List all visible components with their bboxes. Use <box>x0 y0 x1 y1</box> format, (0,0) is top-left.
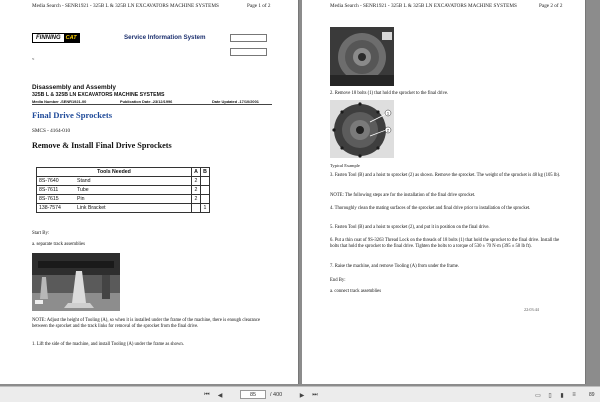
qty-a: 2 <box>192 186 201 195</box>
two-page-icon[interactable]: ▮ <box>560 392 564 399</box>
note-paragraph: NOTE: Adjust the height of Tooling (A), so when it is installed under the frame of the machine, there is enough clearance between the sprocket and the track links for removal of the sprocket from the final drive. <box>32 318 261 330</box>
note-paragraph: NOTE: The following steps are for the installation of the final drive sprocket. <box>330 193 476 198</box>
single-page-icon[interactable]: ▯ <box>548 392 552 399</box>
qty-b <box>201 177 210 186</box>
zoom-readout: 89 <box>589 392 595 398</box>
small-mark: < <box>32 56 35 61</box>
cat-logo-mark: CAT <box>65 35 77 41</box>
callout-2: 2 <box>386 127 390 133</box>
table-header-row <box>37 168 210 177</box>
sprocket-bolts-photo <box>330 27 394 86</box>
tool-cell <box>37 186 192 195</box>
previous-page-icon[interactable]: ◀ <box>217 392 223 399</box>
qty-b <box>201 195 210 204</box>
table-header: A <box>192 168 201 177</box>
document-page-1 <box>0 0 299 384</box>
divider <box>32 104 272 105</box>
logo-text: FINNING <box>36 35 61 41</box>
qty-b: 1 <box>201 204 210 213</box>
table-header: B <box>201 168 210 177</box>
continuous-icon[interactable]: ≡ <box>572 392 576 398</box>
photo-caption: Typical Example <box>330 163 360 168</box>
part-name: Pin <box>77 196 85 202</box>
start-by-label: Start By: <box>32 231 50 236</box>
tools-needed-table <box>36 167 210 213</box>
sis-header-box-2 <box>230 48 267 56</box>
timestamp: 22:03:44 <box>524 307 539 312</box>
next-page-icon[interactable]: ▶ <box>299 392 305 399</box>
qty-a: 2 <box>192 195 201 204</box>
page-number-input[interactable]: 85 <box>240 390 266 399</box>
page-number: Page 1 of 2 <box>247 3 271 9</box>
page-number: Page 2 of 2 <box>539 3 563 9</box>
document-page-2 <box>302 0 586 384</box>
part-name: Link Bracket <box>77 205 106 211</box>
viewer-toolbar <box>0 386 600 402</box>
tool-cell <box>37 195 192 204</box>
date-updated: Date Updated -17/10/2001 <box>212 99 259 104</box>
table-header: Tools Needed <box>37 168 192 177</box>
tool-cell <box>37 177 192 186</box>
qty-a: 2 <box>192 177 201 186</box>
subtitle: 325B L & 325B LN EXCAVATORS MACHINE SYSTEMS <box>32 92 165 98</box>
smcs-code: SMCS - 4164-010 <box>32 128 71 134</box>
table-row <box>37 186 210 195</box>
sprocket-hoist-photo <box>330 100 394 158</box>
step-3: 3. Fasten Tool (B) and a hoist to sprocket (2) as shown. Remove the sprocket. The weight of the sprocket is 48 kg (105 lb). <box>330 173 561 178</box>
end-by-label: End By: <box>330 278 346 283</box>
callout-1: 1 <box>386 110 390 116</box>
last-page-icon[interactable]: ⏭ <box>312 391 318 398</box>
part-name: Tube <box>77 187 89 193</box>
start-by-item: a. separate track assemblies <box>32 242 86 247</box>
doc-title: Final Drive Sprockets <box>32 110 113 120</box>
first-page-icon[interactable]: ⏮ <box>204 391 210 398</box>
media-number: Media Number -SENR1921-00 <box>32 99 87 104</box>
fit-page-icon[interactable]: ▭ <box>535 392 541 399</box>
total-pages: / 400 <box>270 392 283 398</box>
table-row <box>37 195 210 204</box>
part-name: Stand <box>77 178 91 184</box>
tooling-stands-photo <box>32 253 120 311</box>
finning-cat-logo <box>32 33 80 43</box>
step-7: 7. Raise the machine, and remove Tooling (A) from under the frame. <box>330 264 459 269</box>
procedure-title: Remove & Install Final Drive Sprockets <box>32 141 172 150</box>
sis-header-box <box>230 34 267 42</box>
step-6: 6. Put a thin coat of 9S-3263 Thread Lock on the threads of 18 bolts (1) that hold the sprocket to the final drive. Install the bolts that hold the sprocket to the final drive. Tighten the bolts to a torque of 530 ± 70 N·m (395 ± 50 lb ft). <box>330 238 560 250</box>
tool-cell <box>37 204 192 213</box>
section-title: Disassembly and Assembly <box>32 84 116 91</box>
part-number: 138-7574 <box>39 205 61 211</box>
running-header: Media Search - SENR1921 - 325B L & 325B LN EXCAVATORS MACHINE SYSTEMS <box>32 3 219 9</box>
step-5: 5. Fasten Tool (B) and a hoist to sprocket (2), and put it in position on the final drive. <box>330 225 490 230</box>
table-row <box>37 204 210 213</box>
qty-a <box>192 204 201 213</box>
step-4: 4. Thoroughly clean the mating surfaces of the sprocket and final drive prior to installation of the sprocket. <box>330 206 531 211</box>
table-row <box>37 177 210 186</box>
publication-date: Publication Date -23/12/1996 <box>120 99 173 104</box>
end-by-item: a. connect track assemblies <box>330 289 382 294</box>
step-2: 2. Remove 18 bolts (1) that hold the sprocket to the final drive. <box>330 91 449 96</box>
sis-title: Service Information System <box>124 34 206 41</box>
part-number: 8S-7611 <box>39 187 59 193</box>
running-header: Media Search - SENR1921 - 325B L & 325B LN EXCAVATORS MACHINE SYSTEMS <box>330 3 517 9</box>
qty-b <box>201 186 210 195</box>
step-1: 1. Lift the side of the machine, and install Tooling (A) under the frame as shown. <box>32 342 184 347</box>
part-number: 8S-7640 <box>39 178 59 184</box>
part-number: 8S-7615 <box>39 196 59 202</box>
